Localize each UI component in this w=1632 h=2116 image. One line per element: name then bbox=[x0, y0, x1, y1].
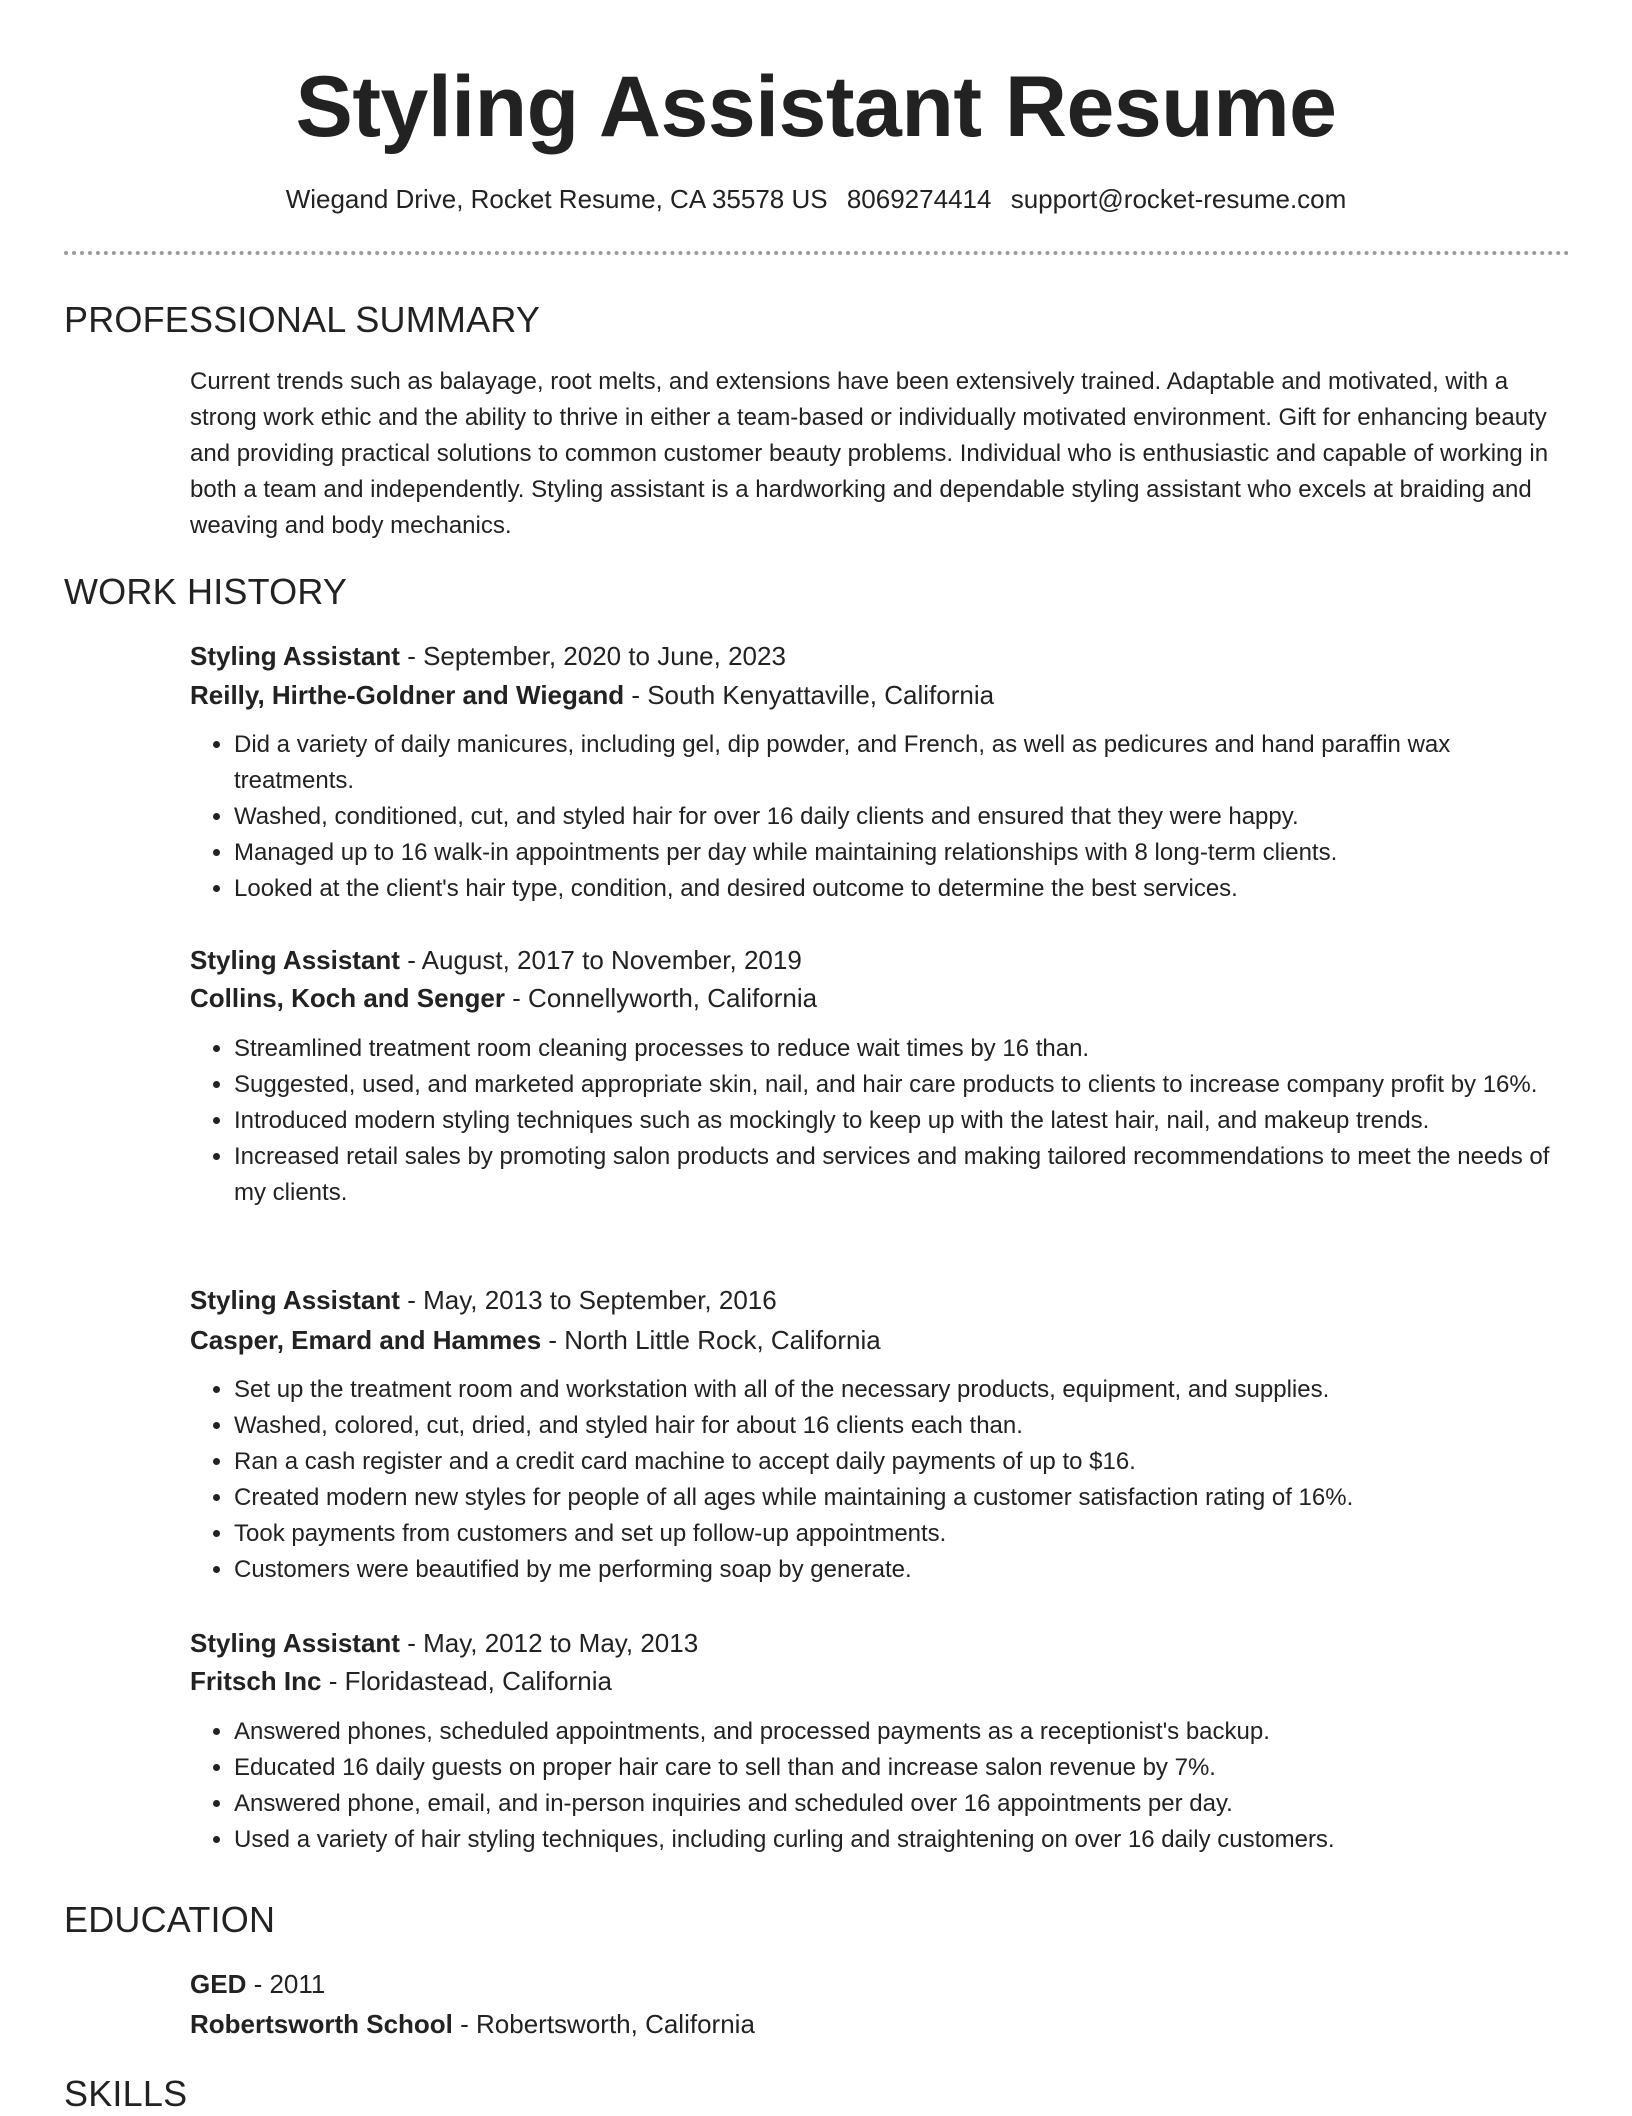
job-location: - Connellyworth, California bbox=[504, 983, 818, 1013]
list-item: • Used a variety of hair styling techniques, including curling and straightening on over 16 daily customers. bbox=[234, 1822, 1574, 1858]
job-company: Casper, Emard and Hammes bbox=[190, 1325, 542, 1355]
header-divider bbox=[64, 251, 1570, 255]
job-location: - South Kenyattaville, California bbox=[624, 680, 995, 710]
education-degree: GED bbox=[190, 1969, 247, 1999]
job-bullets bbox=[190, 1372, 1574, 1588]
section-heading-skills: SKILLS bbox=[64, 2073, 188, 2114]
list-item: • Created modern new styles for people of all ages while maintaining a customer satisfaction rating of 16%. bbox=[234, 1480, 1574, 1516]
job-company: Reilly, Hirthe-Goldner and Wiegand bbox=[190, 680, 625, 710]
job-dates: - May, 2013 to September, 2016 bbox=[399, 1285, 777, 1315]
list-item: • Did a variety of daily manicures, including gel, dip powder, and French, as well as pedicures and hand paraffin wax treatments. bbox=[234, 727, 1574, 799]
list-item: • Answered phones, scheduled appointments, and processed payments as a receptionist's backup. bbox=[234, 1714, 1574, 1750]
job-bullets bbox=[190, 1031, 1574, 1211]
list-item: • Managed up to 16 walk-in appointments per day while maintaining relationships with 8 long-term clients. bbox=[234, 835, 1574, 871]
education-year: - 2011 bbox=[246, 1969, 326, 1999]
job-company-line bbox=[190, 980, 817, 1016]
job-company: Collins, Koch and Senger bbox=[190, 983, 505, 1013]
job-title: Styling Assistant bbox=[190, 641, 400, 671]
contact-line bbox=[0, 182, 1632, 216]
contact-email: support@rocket-resume.com bbox=[1010, 184, 1347, 214]
section-heading-work-history: WORK HISTORY bbox=[64, 571, 348, 612]
list-item: • Took payments from customers and set up follow-up appointments. bbox=[234, 1516, 1574, 1552]
contact-address: Wiegand Drive, Rocket Resume, CA 35578 US bbox=[285, 184, 828, 214]
list-item: • Answered phone, email, and in-person inquiries and scheduled over 16 appointments per day. bbox=[234, 1786, 1574, 1822]
job-location: - Floridastead, California bbox=[321, 1666, 612, 1696]
list-item: • Washed, colored, cut, dried, and styled hair for about 16 clients each than. bbox=[234, 1408, 1574, 1444]
summary-text: Current trends such as balayage, root melts, and extensions have been extensively trained. Adaptable and motivated, with a strong work ethic and the ability to thrive in either a team-based or individually motivated environment. Gift for enhancing beauty and providing practical solutions to common customer beauty problems. Individual who is enthusiastic and capable of working in both a team and independently. Styling assistant is a hardworking and dependable styling assistant who excels at braiding and weaving and body mechanics. bbox=[190, 368, 1549, 539]
job-dates: - September, 2020 to June, 2023 bbox=[399, 641, 786, 671]
job-title-line bbox=[190, 942, 802, 978]
list-item: • Washed, conditioned, cut, and styled hair for over 16 daily clients and ensured that they were happy. bbox=[234, 799, 1574, 835]
education-location: - Robertsworth, California bbox=[452, 2009, 755, 2039]
job-title-line bbox=[190, 1625, 698, 1661]
list-item: • Increased retail sales by promoting salon products and services and making tailored recommendations to meet the needs of my clients. bbox=[234, 1139, 1574, 1211]
job-title-line bbox=[190, 638, 786, 674]
job-bullets bbox=[190, 1714, 1574, 1858]
page-title: Styling Assistant Resume bbox=[295, 59, 1337, 155]
job-location: - North Little Rock, California bbox=[541, 1325, 881, 1355]
list-item: • Suggested, used, and marketed appropriate skin, nail, and hair care products to clients to increase company profit by 16%. bbox=[234, 1067, 1574, 1103]
list-item: • Educated 16 daily guests on proper hair care to sell than and increase salon revenue by 7%. bbox=[234, 1750, 1574, 1786]
job-company: Fritsch Inc bbox=[190, 1666, 322, 1696]
section-heading-education: EDUCATION bbox=[64, 1899, 276, 1940]
list-item: • Streamlined treatment room cleaning processes to reduce wait times by 16 than. bbox=[234, 1031, 1574, 1067]
job-title: Styling Assistant bbox=[190, 945, 400, 975]
job-title: Styling Assistant bbox=[190, 1628, 400, 1658]
list-item: • Ran a cash register and a credit card machine to accept daily payments of up to $16. bbox=[234, 1444, 1574, 1480]
education-degree-line bbox=[190, 1966, 325, 2002]
contact-phone: 8069274414 bbox=[846, 184, 992, 214]
job-title-line bbox=[190, 1282, 777, 1318]
job-dates: - August, 2017 to November, 2019 bbox=[399, 945, 802, 975]
list-item: • Set up the treatment room and workstation with all of the necessary products, equipment, and supplies. bbox=[234, 1372, 1574, 1408]
list-item: • Looked at the client's hair type, condition, and desired outcome to determine the best services. bbox=[234, 871, 1574, 907]
job-company-line bbox=[190, 677, 994, 713]
section-heading-summary: PROFESSIONAL SUMMARY bbox=[64, 299, 541, 340]
education-school-line bbox=[190, 2006, 755, 2042]
education-school: Robertsworth School bbox=[190, 2009, 453, 2039]
job-company-line bbox=[190, 1663, 612, 1699]
list-item: • Introduced modern styling techniques such as mockingly to keep up with the latest hair, nail, and makeup trends. bbox=[234, 1103, 1574, 1139]
job-title: Styling Assistant bbox=[190, 1285, 400, 1315]
list-item: • Customers were beautified by me performing soap by generate. bbox=[234, 1552, 1574, 1588]
job-company-line bbox=[190, 1322, 881, 1358]
job-bullets bbox=[190, 727, 1574, 907]
job-dates: - May, 2012 to May, 2013 bbox=[399, 1628, 699, 1658]
